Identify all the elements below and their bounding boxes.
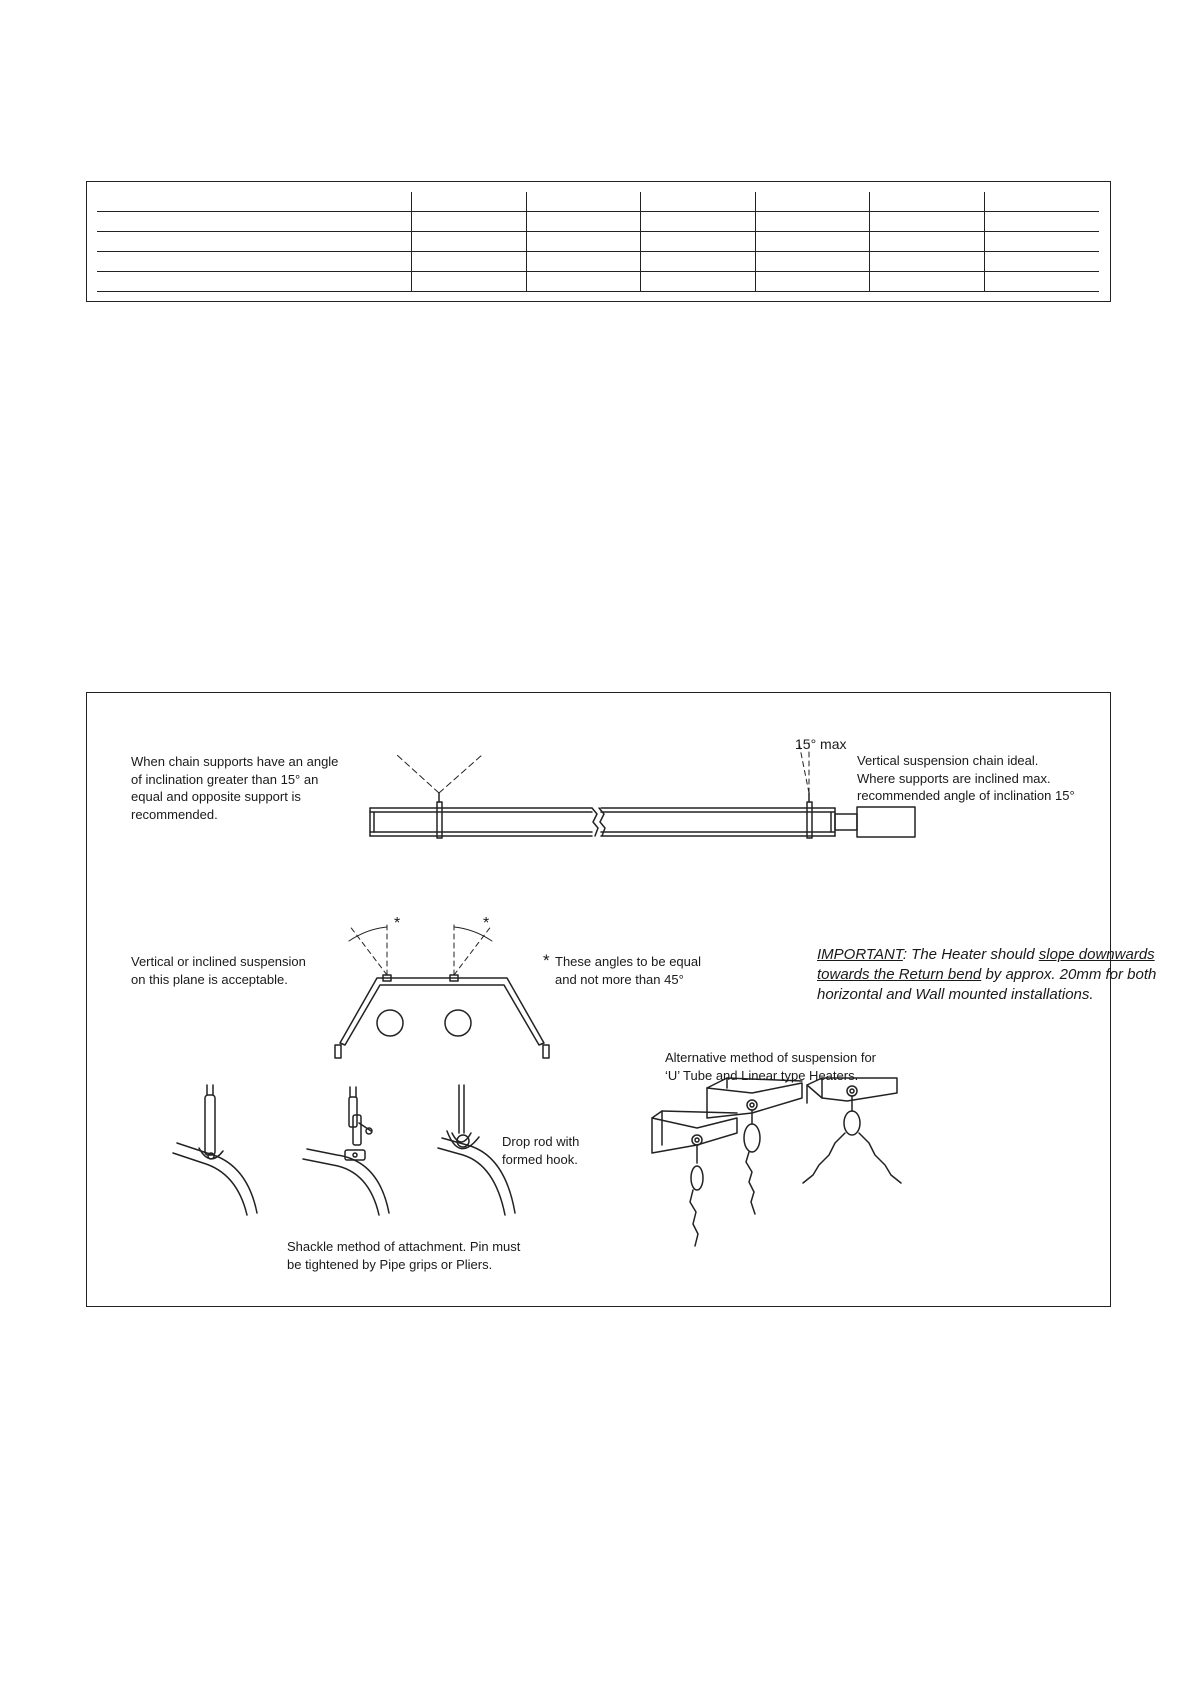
spec-row	[97, 192, 1099, 212]
spec-row	[97, 272, 1099, 292]
spec-cell	[984, 192, 1099, 212]
angles-note: These angles to be equal and not more than 45°	[555, 954, 701, 987]
angle-bracket-1	[652, 1111, 737, 1246]
spec-cell	[526, 212, 641, 232]
spec-cell	[755, 192, 870, 212]
spec-cell	[641, 212, 756, 232]
spec-cell	[641, 232, 756, 252]
spec-cell	[641, 192, 756, 212]
important-label: IMPORTANT	[817, 946, 903, 963]
shackle-detail-1	[173, 1085, 257, 1215]
shackle-note: Shackle method of attachment. Pin must be tightened by Pipe grips or Pliers.	[287, 1239, 521, 1272]
spec-cell	[755, 252, 870, 272]
spec-cell	[97, 192, 412, 212]
spec-cell	[97, 212, 412, 232]
spec-row	[97, 252, 1099, 272]
spec-row	[97, 212, 1099, 232]
spec-cell	[870, 212, 985, 232]
spec-cell	[526, 272, 641, 292]
specification-table	[86, 181, 1111, 302]
spec-cell	[412, 252, 527, 272]
spec-cell	[755, 232, 870, 252]
spec-cell	[984, 232, 1099, 252]
spec-cell	[97, 232, 412, 252]
spec-cell	[412, 272, 527, 292]
spec-cell	[984, 212, 1099, 232]
angle-asterisk-right: *	[483, 915, 490, 932]
spec-cell	[984, 272, 1099, 292]
heater-tube-drawing	[370, 743, 915, 838]
spec-cell	[870, 252, 985, 272]
spec-cell	[870, 272, 985, 292]
spec-grid	[97, 192, 1099, 292]
spec-cell	[870, 232, 985, 252]
drop-rod-note: Drop rod with formed hook.	[502, 1134, 580, 1167]
spec-cell	[526, 232, 641, 252]
plane-note: Vertical or inclined suspension on this plane is acceptable.	[131, 954, 306, 987]
spec-cell	[755, 212, 870, 232]
max-angle-label: 15° max	[795, 736, 847, 752]
angle-bracket-2	[707, 1078, 802, 1214]
spec-cell	[412, 232, 527, 252]
spec-cell	[97, 272, 412, 292]
important-text-1: : The Heater should	[902, 946, 1039, 963]
shackle-detail-2	[303, 1087, 389, 1215]
suspension-diagram-box	[86, 692, 1157, 1307]
spec-cell	[526, 192, 641, 212]
alternative-method-note: Alternative method of suspension for ‘U’ Tube and Linear type Heaters.	[665, 1050, 877, 1083]
spec-cell	[870, 192, 985, 212]
asterisk-marker: *	[543, 951, 550, 970]
inclination-note: When chain supports have an angle of inclination greater than 15° an equal and opposite support is recommended.	[131, 754, 339, 822]
spec-cell	[755, 272, 870, 292]
spec-cell	[984, 252, 1099, 272]
important-text-2: by approx. 20mm for both horizontal and Wall mounted installations.	[817, 966, 1157, 1003]
spec-cell	[641, 252, 756, 272]
spec-cell	[526, 252, 641, 272]
important-underlined: slope downwards towards the Return bend	[817, 946, 1155, 983]
spec-cell	[641, 272, 756, 292]
angle-asterisk-left: *	[394, 915, 401, 932]
spec-cell	[412, 212, 527, 232]
spec-row	[97, 232, 1099, 252]
important-note	[817, 945, 1177, 1005]
spec-cell	[97, 252, 412, 272]
spec-cell	[412, 192, 527, 212]
reflector-cross-section	[335, 923, 549, 1058]
vertical-chain-note: Vertical suspension chain ideal. Where supports are inclined max. recommended angle of inclination 15°	[857, 753, 1075, 803]
angle-bracket-3	[803, 1078, 901, 1183]
